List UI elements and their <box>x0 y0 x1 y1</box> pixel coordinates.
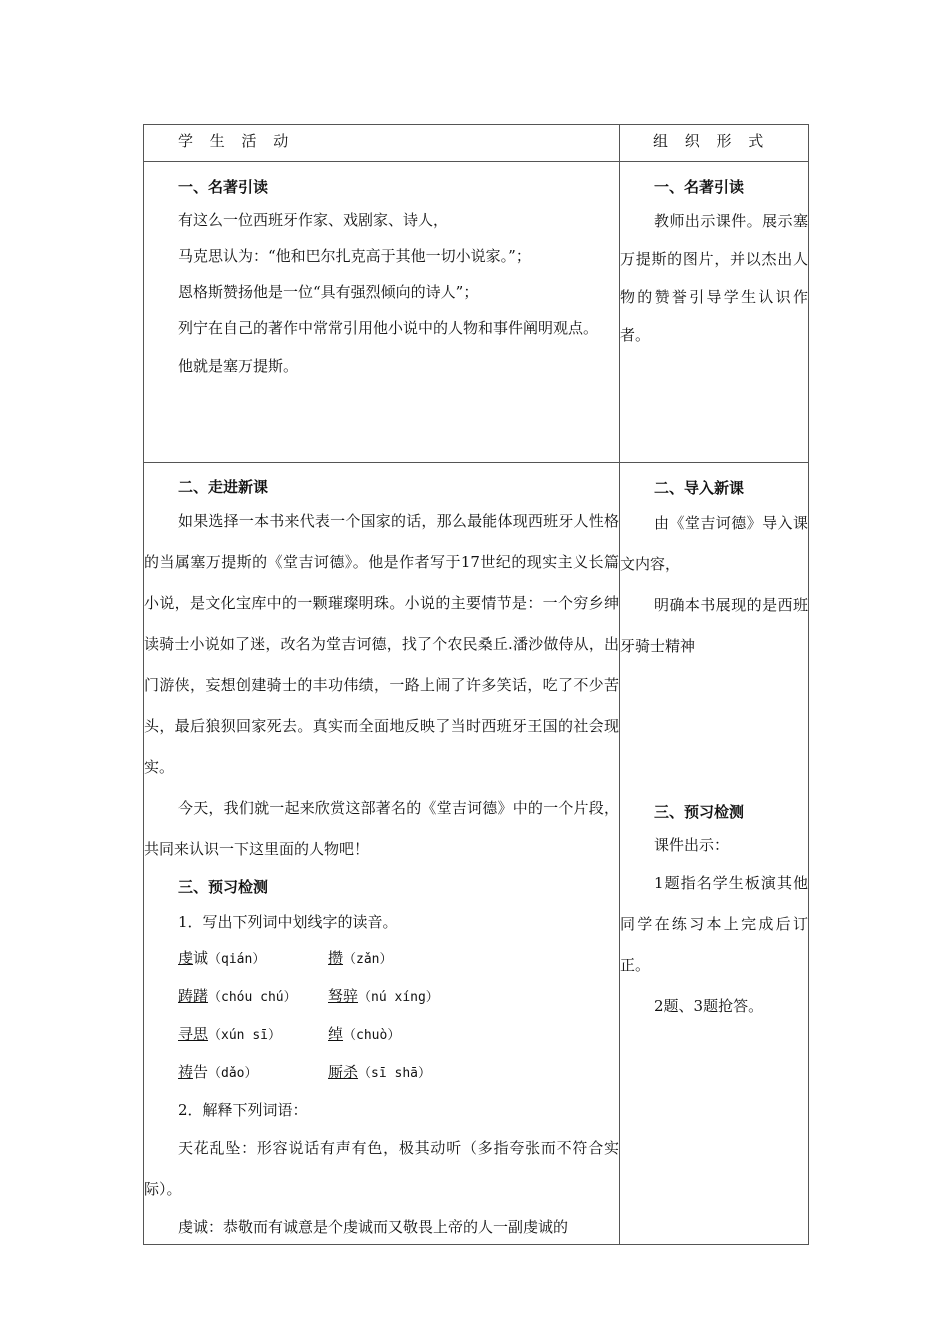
right-1-title: 一、名著引读 <box>654 178 745 196</box>
definition-1: 天花乱坠：形容说话有声有色，极其动听（多指夸张而不符合实际）。 <box>144 1139 619 1198</box>
right-2-title: 二、导入新课 <box>654 479 745 497</box>
section-2-paragraph-2: 今天，我们就一起来欣赏这部著名的《堂吉诃德》中的一个片段，共同来认识一下这里面的人物吧！ <box>144 799 619 858</box>
right-1-text: 教师出示课件。展示塞万提斯的图片，并以杰出人物的赞誉引导学生认识作者。 <box>620 212 808 344</box>
section-1-line-3: 恩格斯赞扬他是一位“具有强烈倾向的诗人”； <box>178 283 479 301</box>
pinyin: （nú xíng） <box>358 990 439 1005</box>
word-underlined: 踌躇 <box>178 987 209 1005</box>
section-2-title: 二、走进新课 <box>178 478 269 496</box>
pinyin-row-1: 虔诚（qián） 攒（zǎn） <box>178 949 393 967</box>
section-1-line-1: 有这么一位西班牙作家、戏剧家、诗人， <box>178 211 449 229</box>
section-1-paragraph: 列宁在自己的著作中常常引用他小说中的人物和事件阐明观点。 <box>178 319 599 337</box>
pinyin: （qián） <box>208 952 266 967</box>
section-2-paragraph-1: 如果选择一本书来代表一个国家的话，那么最能体现西班牙人性格的当属塞万提斯的《堂吉诃德》。他是作者写于17世纪的现实主义长篇小说，是文化宝库中的一颗璀璨明珠。小说的主要情节是：一个穷乡绅读骑士小说如了迷，改名为堂吉诃德，找了个农民桑丘.潘沙做侍从，出门游侠，妄想创建骑士的丰功伟绩，一路上闹了许多笑话，吃了不少苦头，最后狼狈回家死去。真实而全面地反映了当时西班牙王国的社会现实。 <box>144 512 619 776</box>
definition-2: 虔诚：恭敬而有诚意是个虔诚而又敬畏上帝的人一副虔诚的 <box>178 1218 569 1236</box>
cell-section-2-right <box>620 463 809 1245</box>
word-underlined: 厮杀 <box>328 1063 359 1081</box>
header-organization-form: 组 织 形 式 <box>620 125 809 162</box>
pinyin-row-4: 祷告（dǎo） 厮杀（sī shā） <box>178 1063 431 1081</box>
word-underlined: 绰 <box>328 1025 344 1043</box>
pinyin-row-2 <box>144 978 619 1016</box>
word-underlined: 祷 <box>178 1063 194 1081</box>
pinyin: （chóu chú） <box>208 990 297 1005</box>
section-3-question-1: 1．写出下列词中划线字的读音。 <box>178 913 398 931</box>
section-3-title: 三、预习检测 <box>178 878 269 896</box>
pinyin: （sī shā） <box>358 1066 431 1081</box>
section-1-line-2: 马克思认为：“他和巴尔扎克高于其他一切小说家。”； <box>178 247 531 265</box>
lesson-table <box>143 124 809 1245</box>
section-3-question-2: 2．解释下列词语： <box>178 1101 308 1119</box>
row-section-2 <box>144 463 809 1245</box>
word-underlined: 寻思 <box>178 1025 209 1043</box>
right-2-text-1: 由《堂吉诃德》导入课文内容， <box>620 514 808 573</box>
word-underlined: 驽骍 <box>328 987 359 1005</box>
pinyin: （chuò） <box>343 1028 401 1043</box>
row-section-1 <box>144 162 809 463</box>
cell-section-1-right <box>620 162 809 463</box>
header-row <box>144 125 809 162</box>
right-3-title: 三、预习检测 <box>654 803 745 821</box>
section-1-last: 他就是塞万提斯。 <box>178 357 299 375</box>
right-3-text-c: 2题、3题抢答。 <box>654 997 764 1015</box>
right-3-text-a: 课件出示： <box>654 836 730 854</box>
word-underlined: 虔 <box>178 949 194 967</box>
header-student-activity: 学 生 活 动 <box>144 125 620 162</box>
pinyin: （zǎn） <box>343 952 393 967</box>
cell-section-2-left <box>144 463 620 1245</box>
right-3-text-b: 1题指名学生板演其他同学在练习本上完成后订正。 <box>620 874 808 974</box>
pinyin: （dǎo） <box>208 1066 258 1081</box>
cell-section-1-left <box>144 162 620 463</box>
word-underlined: 攒 <box>328 949 344 967</box>
right-2-text-2: 明确本书展现的是西班牙骑士精神 <box>620 596 808 655</box>
pinyin: （xún sī） <box>208 1028 281 1043</box>
pinyin-row-3 <box>144 1016 619 1054</box>
section-1-title: 一、名著引读 <box>178 178 269 196</box>
